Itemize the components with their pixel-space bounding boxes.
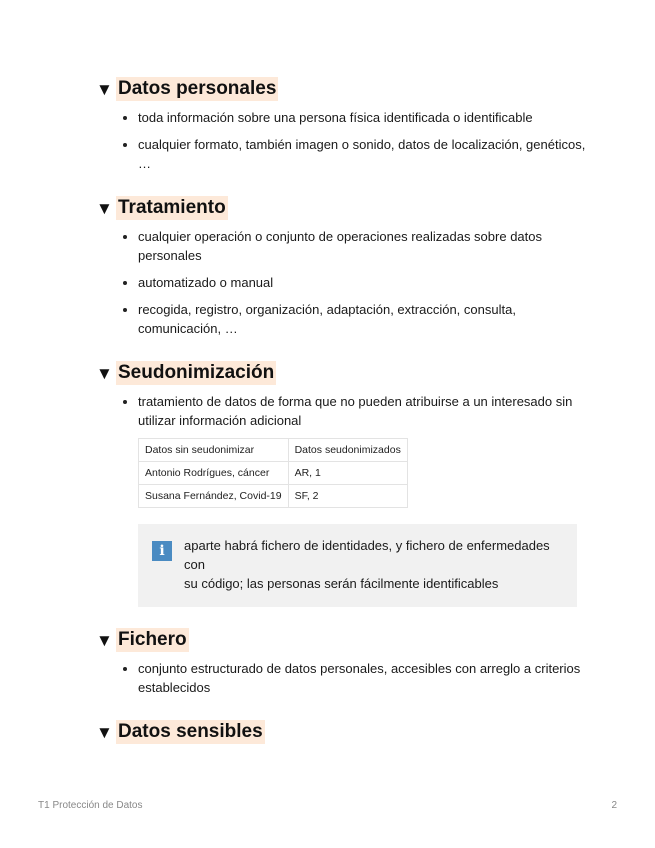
list-item: recogida, registro, organización, adaptación, extracción, consulta, comunicación, … <box>138 300 586 338</box>
table-cell: Susana Fernández, Covid-19 <box>139 485 289 508</box>
bullet-list <box>96 392 586 430</box>
section-title: Tratamiento <box>118 197 226 218</box>
page-content <box>96 76 586 751</box>
section-header[interactable] <box>96 360 586 386</box>
list-item: conjunto estructurado de datos personales, accesibles con arreglo a criterios establecidos <box>138 659 586 697</box>
section-header[interactable] <box>96 195 586 221</box>
note-line: su código; las personas serán fácilmente identificables <box>184 576 499 591</box>
info-icon: i <box>152 541 172 561</box>
section-datos-sensibles <box>96 719 586 745</box>
collapse-triangle-icon[interactable]: ▼ <box>96 722 113 742</box>
section-header[interactable] <box>96 76 586 102</box>
table-header-cell: Datos sin seudonimizar <box>139 439 289 462</box>
section-tratamiento <box>96 195 586 338</box>
list-item: automatizado o manual <box>138 273 586 292</box>
section-header[interactable] <box>96 719 586 745</box>
section-datos-personales <box>96 76 586 173</box>
bullet-list <box>96 108 586 173</box>
section-title: Seudonimización <box>118 362 275 383</box>
collapse-triangle-icon[interactable]: ▼ <box>96 630 113 650</box>
table-header-cell: Datos seudonimizados <box>288 439 407 462</box>
section-title: Datos sensibles <box>118 721 263 742</box>
bullet-list <box>96 659 586 697</box>
list-item: cualquier formato, también imagen o sonido, datos de localización, genéticos, … <box>138 137 586 171</box>
list-item: tratamiento de datos de forma que no pueden atribuirse a un interesado sin utilizar información adicional <box>138 392 586 430</box>
collapse-triangle-icon[interactable]: ▼ <box>96 79 113 99</box>
table-cell: Antonio Rodrígues, cáncer <box>139 462 289 485</box>
note-text <box>184 536 567 593</box>
collapse-triangle-icon[interactable]: ▼ <box>96 363 113 383</box>
note-line: aparte habrá fichero de identidades, y fichero de enfermedades con <box>184 538 550 572</box>
table-cell: SF, 2 <box>288 485 407 508</box>
list-item: cualquier operación o conjunto de operaciones realizadas sobre datos personales <box>138 227 586 265</box>
bullet-list <box>96 227 586 338</box>
section-title: Datos personales <box>118 78 277 99</box>
section-title: Fichero <box>118 629 187 650</box>
footer-document-title: T1 Protección de Datos <box>38 800 143 811</box>
info-note <box>138 524 577 607</box>
table-row <box>139 485 408 508</box>
table-header-row <box>139 439 408 462</box>
collapse-triangle-icon[interactable]: ▼ <box>96 198 113 218</box>
section-seudonimizacion <box>96 360 586 607</box>
footer-page-number: 2 <box>611 800 617 811</box>
section-header[interactable] <box>96 627 586 653</box>
table-row <box>139 462 408 485</box>
table-cell: AR, 1 <box>288 462 407 485</box>
section-fichero <box>96 627 586 697</box>
pseudonymization-table <box>138 438 408 508</box>
list-item: toda información sobre una persona física identificada o identificable <box>138 108 586 127</box>
